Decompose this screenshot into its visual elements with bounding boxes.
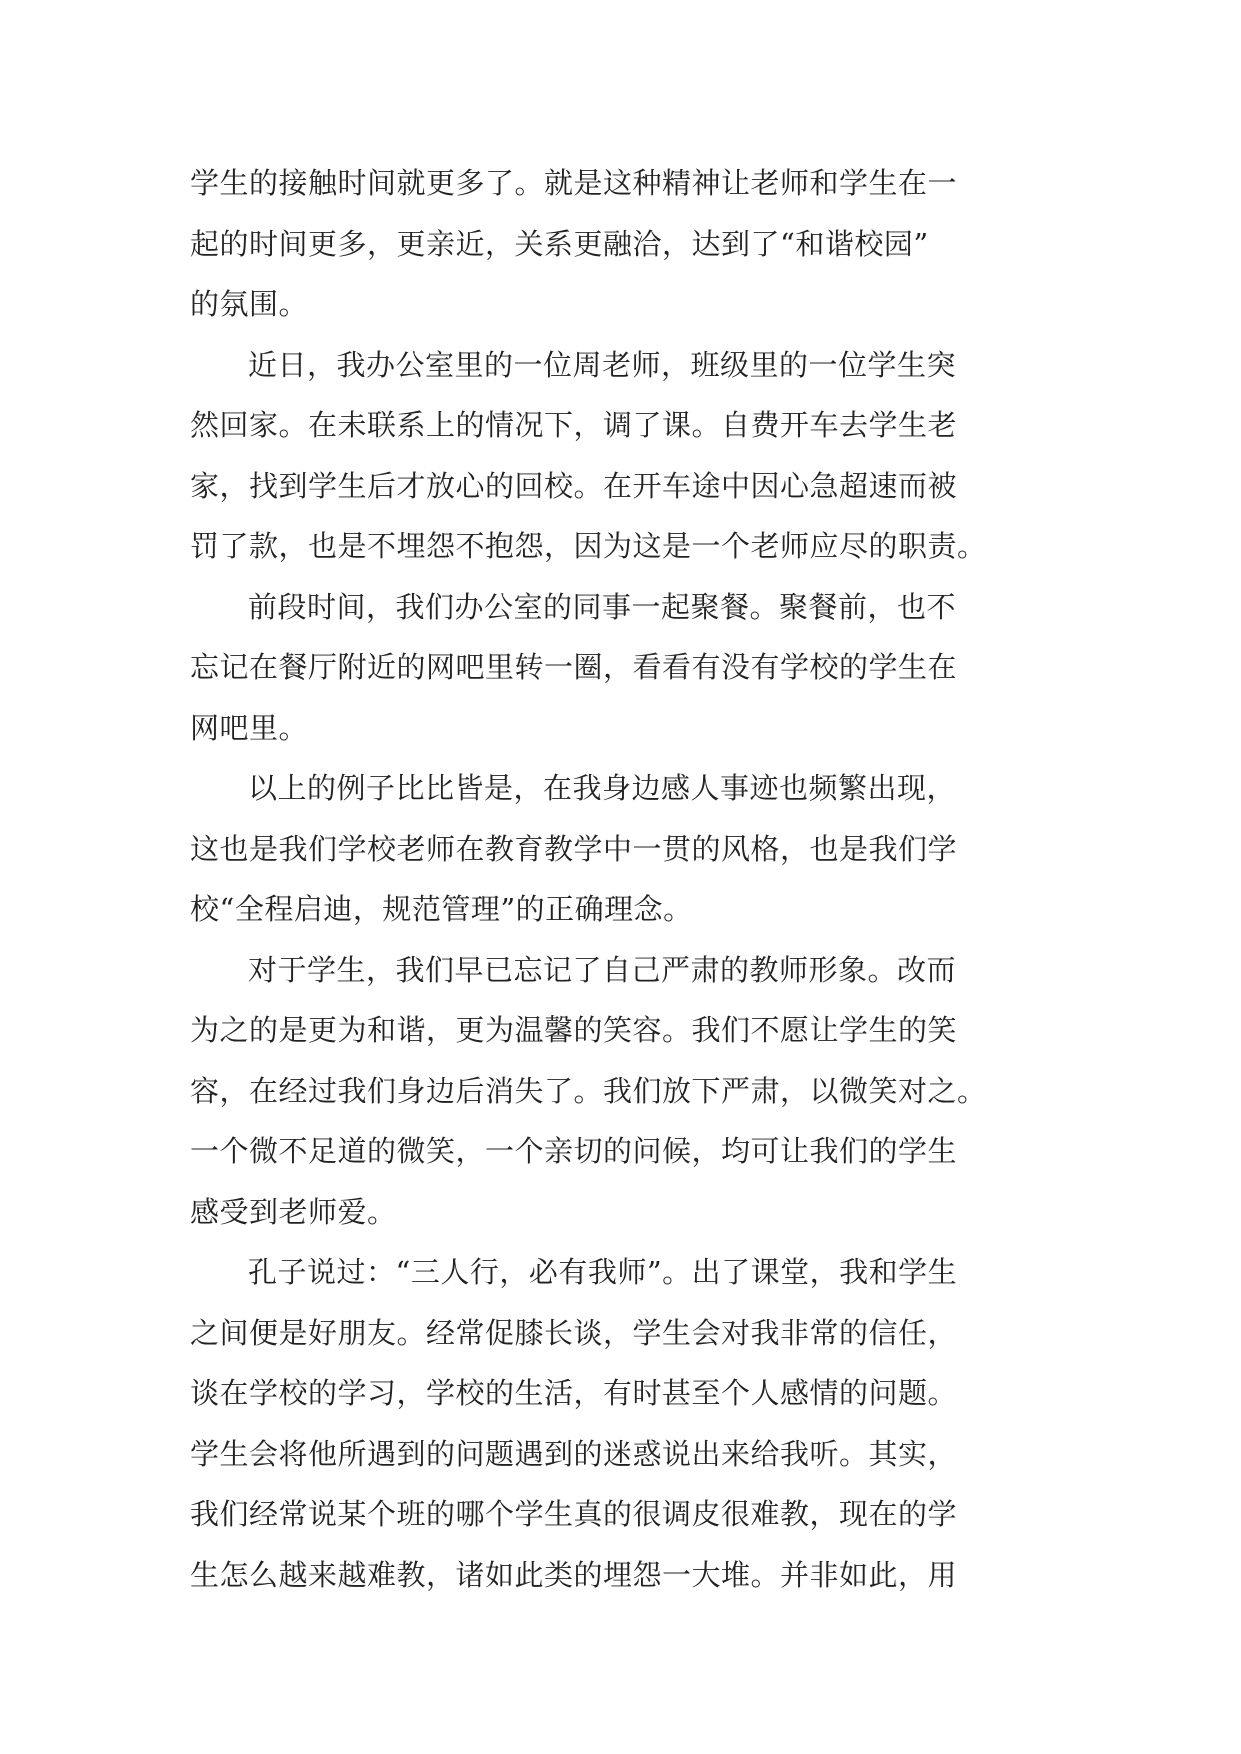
text-line: 校“全程启迪，规范管理”的正确理念。 (190, 892, 693, 926)
text-line: 我们经常说某个班的哪个学生真的很调皮很难教，现在的学 (190, 1497, 958, 1531)
text-line: 忘记在餐厅附近的网吧里转一圈，看看有没有学校的学生在 (190, 650, 958, 684)
text-line: 容，在经过我们身边后消失了。我们放下严肃，以微笑对之。 (190, 1073, 987, 1108)
text-line: 这也是我们学校老师在教育教学中一贯的风格，也是我们学 (190, 831, 958, 866)
paragraph-start-line: 孔子说过：“三人行，必有我师”。出了课堂，我和学生 (248, 1255, 958, 1289)
text-line: 学生的接触时间就更多了。就是这种精神让老师和学生在一 (190, 166, 958, 200)
paragraph-start-line: 前段时间，我们办公室的同事一起聚餐。聚餐前，也不 (248, 589, 957, 624)
text-line: 为之的是更为和谐，更为温馨的笑容。我们不愿让学生的笑 (190, 1013, 958, 1047)
text-line: 谈在学校的学习，学校的生活，有时甚至个人感情的问题。 (190, 1376, 958, 1410)
text-line: 然回家。在未联系上的情况下，调了课。自费开车去学生老 (190, 408, 958, 442)
paragraph-start-line: 以上的例子比比皆是，在我身边感人事迹也频繁出现， (248, 771, 957, 805)
text-line: 学生会将他所遇到的问题遇到的迷惑说出来给我听。其实， (190, 1436, 958, 1471)
text-line: 起的时间更多，更亲近，关系更融洽，达到了“和谐校园” (190, 226, 929, 261)
body-text (190, 153, 1050, 1605)
text-line: 一个微不足道的微笑，一个亲切的问候，均可让我们的学生 (190, 1134, 958, 1168)
text-line: 罚了款，也是不埋怨不抱怨，因为这是一个老师应尽的职责。 (190, 529, 987, 563)
text-line: 网吧里。 (190, 710, 309, 745)
text-line: 的氛围。 (190, 287, 309, 321)
text-line: 感受到老师爱。 (190, 1194, 397, 1229)
text-line: 家，找到学生后才放心的回校。在开车途中因心急超速而被 (190, 468, 958, 503)
paragraph-start-line: 对于学生，我们早已忘记了自己严肃的教师形象。改而 (248, 952, 957, 987)
text-line: 之间便是好朋友。经常促膝长谈，学生会对我非常的信任， (190, 1315, 958, 1350)
paragraph-start-line: 近日，我办公室里的一位周老师，班级里的一位学生突 (248, 347, 957, 382)
text-line: 生怎么越来越难教，诸如此类的埋怨一大堆。并非如此，用 (190, 1557, 958, 1592)
